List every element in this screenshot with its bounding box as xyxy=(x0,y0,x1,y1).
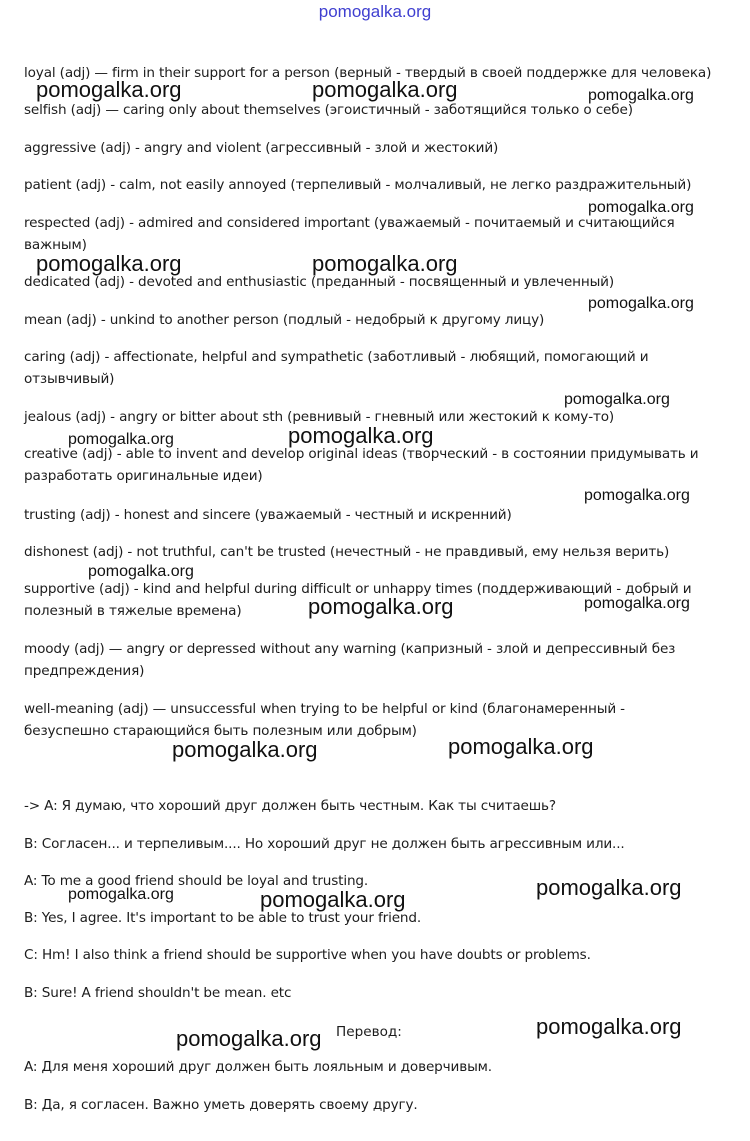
vocab-aggressive: aggressive (adj) - angry and violent (агрессивный - злой и жестокий) xyxy=(24,140,499,156)
vocab-well-meaning: well-meaning (adj) — unsuccessful when trying to be helpful or kind (благонамеренный - безуспешно старающийся быть полезным или добрым) xyxy=(24,701,625,739)
watermark: pomogalka.org xyxy=(68,886,174,903)
watermark: pomogalka.org xyxy=(68,431,174,448)
watermark: pomogalka.org xyxy=(260,887,406,912)
watermark: pomogalka.org xyxy=(588,199,694,216)
watermark: pomogalka.org xyxy=(588,87,694,104)
watermark: pomogalka.org xyxy=(584,487,690,504)
watermark: pomogalka.org xyxy=(536,1014,682,1039)
vocab-respected: respected (adj) - admired and considered important (уважаемый - почитаемый и считающийся важным) xyxy=(24,215,675,253)
dialogue-line: C: Hm! I also think a friend should be supportive when you have doubts or problems. xyxy=(24,947,591,963)
watermark: pomogalka.org xyxy=(564,391,670,408)
watermark: pomogalka.org xyxy=(312,77,458,102)
dialogue-line: B: Sure! A friend shouldn't be mean. etc xyxy=(24,985,292,1001)
watermark: pomogalka.org xyxy=(536,875,682,900)
watermark: pomogalka.org xyxy=(584,595,690,612)
watermark: pomogalka.org xyxy=(36,251,182,276)
dialogue-line: B: Согласен... и терпеливым.... Но хороший друг не должен быть агрессивным или... xyxy=(24,836,625,852)
dialogue-line: B: Yes, I agree. It's important to be able to trust your friend. xyxy=(24,910,422,926)
vocab-dedicated: dedicated (adj) - devoted and enthusiastic (преданный - посвященный и увлеченный) xyxy=(24,274,614,290)
watermark: pomogalka.org xyxy=(36,77,182,102)
watermark: pomogalka.org xyxy=(588,295,694,312)
vocab-jealous: jealous (adj) - angry or bitter about sth (ревнивый - гневный или жестокий к кому-то) xyxy=(24,409,615,425)
vocab-trusting: trusting (adj) - honest and sincere (уважаемый - честный и искренний) xyxy=(24,507,512,523)
translation-label: Перевод: xyxy=(336,1024,402,1040)
dialogue-line: A: To me a good friend should be loyal and trusting. xyxy=(24,873,369,889)
vocab-patient: patient (adj) - calm, not easily annoyed (терпеливый - молчаливый, не легко раздражительный) xyxy=(24,177,692,193)
watermark: pomogalka.org xyxy=(88,563,194,580)
vocab-mean: mean (adj) - unkind to another person (подлый - недобрый к другому лицу) xyxy=(24,312,545,328)
vocab-dishonest: dishonest (adj) - not truthful, can't be trusted (нечестный - не правдивый, ему нельзя верить) xyxy=(24,544,670,560)
vocab-caring: caring (adj) - affectionate, helpful and sympathetic (заботливый - любящий, помогающий и отзывчивый) xyxy=(24,349,649,387)
vocab-creative: creative (adj) - able to invent and develop original ideas (творческий - в состоянии придумывать и разработать оригинальные идеи) xyxy=(24,446,699,484)
vocab-selfish: selfish (adj) — caring only about themselves (эгоистичный - заботящийся только о себе) xyxy=(24,102,633,118)
dialogue-line: -> A: Я думаю, что хороший друг должен быть честным. Как ты считаешь? xyxy=(24,798,556,814)
watermark: pomogalka.org xyxy=(308,594,454,619)
vocab-loyal: loyal (adj) — firm in their support for a person (верный - твердый в своей поддержке для человека) xyxy=(24,65,712,81)
watermark: pomogalka.org xyxy=(312,251,458,276)
vocab-supportive: supportive (adj) - kind and helpful during difficult or unhappy times (поддерживающий - добрый и полезный в тяжелые времена) xyxy=(24,581,692,619)
translation-line: A: Для меня хороший друг должен быть лояльным и доверчивым. xyxy=(24,1059,492,1075)
site-logo[interactable]: pomogalka.org xyxy=(318,2,432,21)
watermark: pomogalka.org xyxy=(172,737,318,762)
watermark: pomogalka.org xyxy=(448,734,594,759)
watermark: pomogalka.org xyxy=(288,423,434,448)
watermark: pomogalka.org xyxy=(176,1026,322,1051)
translation-line: B: Да, я согласен. Важно уметь доверять своему другу. xyxy=(24,1097,418,1113)
vocab-moody: moody (adj) — angry or depressed without any warning (капризный - злой и депрессивный без предпреждения) xyxy=(24,641,676,679)
